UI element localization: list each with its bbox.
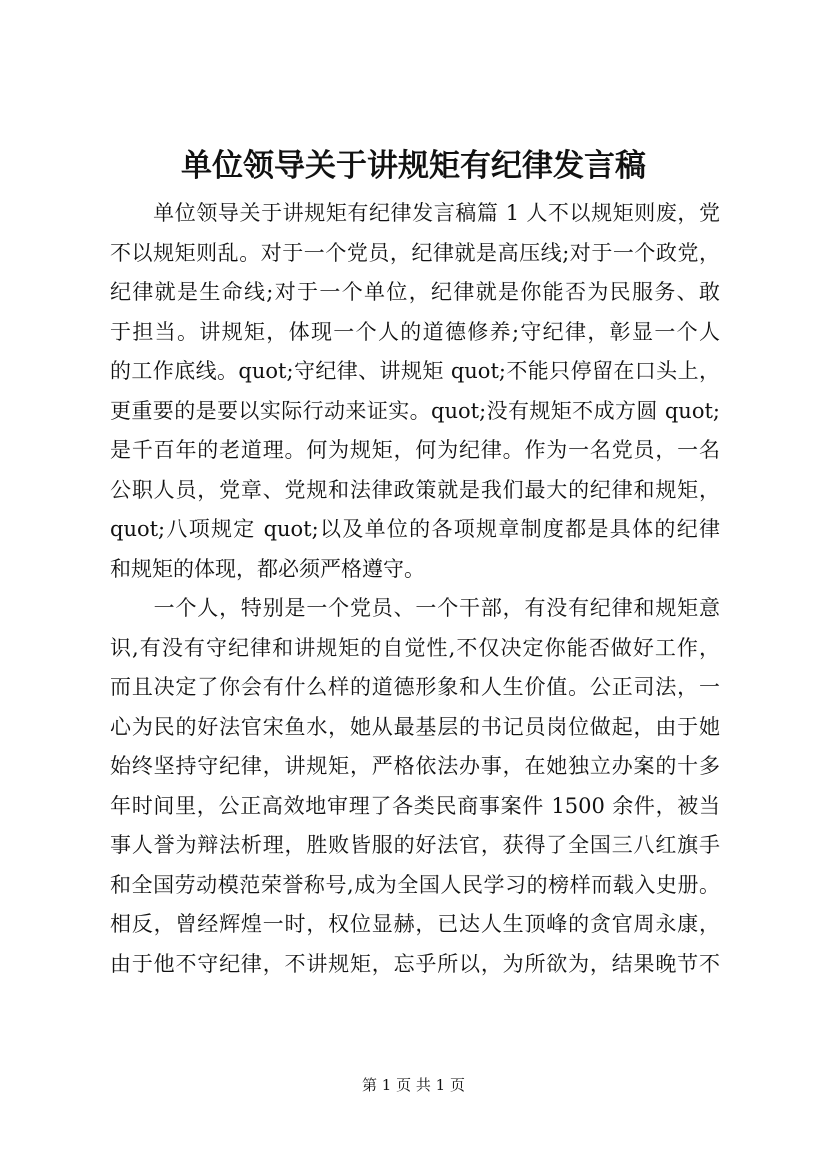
text-line: 是千百年的老道理。何为规矩，何为纪律。作为一名党员，一名 bbox=[110, 438, 720, 462]
text-line: 心为民的好法官宋鱼水，她从最基层的书记员岗位做起，由于她 bbox=[110, 714, 720, 739]
paragraph-2 bbox=[110, 589, 720, 984]
text-line: 的工作底线。quot;守纪律、讲规矩 quot;不能只停留在口头上， bbox=[110, 359, 720, 383]
text-line: 公职人员，党章、党规和法律政策就是我们最大的纪律和规矩， bbox=[110, 477, 720, 502]
text-line: 相反，曾经辉煌一时，权位显赫，已达人生顶峰的贪官周永康， bbox=[110, 912, 720, 936]
text-line: 事人誉为辩法析理，胜败皆服的好法官，获得了全国三八红旗手 bbox=[110, 833, 720, 857]
text-line: 和全国劳动模范荣誉称号,成为全国人民学习的榜样而载入史册。 bbox=[110, 872, 720, 897]
text-line: 年时间里，公正高效地审理了各类民商事案件 1500 余件，被当 bbox=[110, 793, 720, 818]
text-line: 和规矩的体现，都必须严格遵守。 bbox=[110, 556, 425, 581]
document-body bbox=[110, 194, 720, 984]
text-line: 更重要的是要以实际行动来证实。quot;没有规矩不成方圆 quot; bbox=[110, 398, 720, 423]
text-line: 始终坚持守纪律，讲规矩，严格依法办事，在她独立办案的十多 bbox=[110, 754, 720, 778]
text-line: 单位领导关于讲规矩有纪律发言稿篇 1 人不以规矩则废，党 bbox=[110, 201, 720, 225]
page-footer: 第 1 页 共 1 页 bbox=[362, 1076, 465, 1094]
text-line: 一个人，特别是一个党员、一个干部，有没有纪律和规矩意 bbox=[110, 596, 720, 620]
text-line: 而且决定了你会有什么样的道德形象和人生价值。公正司法，一 bbox=[110, 675, 720, 699]
text-line: 于担当。讲规矩，体现一个人的道德修养;守纪律，彰显一个人 bbox=[110, 319, 720, 344]
document-title: 单位领导关于讲规矩有纪律发言稿 bbox=[181, 148, 646, 184]
text-line: 识,有没有守纪律和讲规矩的自觉性,不仅决定你能否做好工作， bbox=[110, 635, 720, 660]
text-line: 纪律就是生命线;对于一个单位，纪律就是你能否为民服务、敢 bbox=[110, 280, 720, 304]
text-line: 由于他不守纪律，不讲规矩，忘乎所以，为所欲为，结果晚节不 bbox=[110, 951, 720, 976]
paragraph-1 bbox=[110, 194, 720, 589]
text-line: 不以规矩则乱。对于一个党员，纪律就是高压线;对于一个政党， bbox=[110, 240, 720, 265]
text-line: quot;八项规定 quot;以及单位的各项规章制度都是具体的纪律 bbox=[110, 517, 720, 541]
